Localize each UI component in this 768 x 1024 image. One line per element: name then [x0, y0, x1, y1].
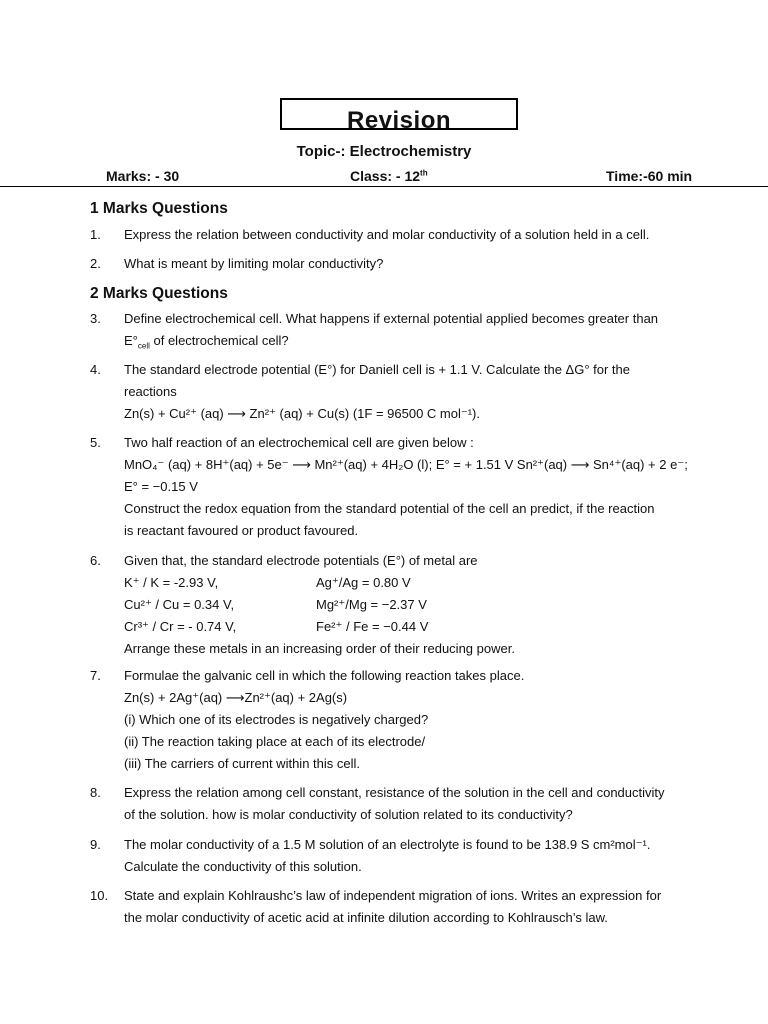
question-line-rest: of electrochemical cell? — [149, 333, 289, 348]
question-number: 5. — [90, 435, 101, 450]
question-line — [124, 330, 710, 352]
question-number: 4. — [90, 362, 101, 377]
sub-question: (ii) The reaction taking place at each of its electrode/ — [124, 734, 426, 749]
question-line: E° = −0.15 V — [124, 479, 198, 494]
potential-value: K⁺ / K = -2.93 V, — [124, 575, 219, 590]
question-number: 10. — [90, 888, 109, 903]
potential-value: Cu²⁺ / Cu = 0.34 V, — [124, 597, 235, 612]
question-9 — [90, 834, 710, 878]
question-number: 7. — [90, 668, 101, 683]
question-8 — [90, 782, 710, 826]
question-text: Express the relation between conductivity and molar conductivity of a solution held in a cell. — [124, 227, 650, 242]
question-text: What is meant by limiting molar conductivity? — [124, 256, 384, 271]
section-two-mark: 2 Marks Questions — [90, 285, 228, 302]
potential-value: Fe²⁺ / Fe = −0.44 V — [316, 619, 429, 634]
potential-row — [124, 572, 710, 594]
title-box — [280, 98, 518, 130]
half-reactions: MnO₄⁻ (aq) + 8H⁺(aq) + 5e⁻ ⟶ Mn²⁺(aq) + 4H₂O (l); E° = + 1.51 V Sn²⁺(aq) ⟶ Sn⁴⁺(aq) + 2 e⁻; — [124, 457, 688, 472]
question-7 — [90, 665, 710, 775]
question-4 — [90, 359, 710, 425]
question-line: Calculate the conductivity of this solution. — [124, 859, 362, 874]
class-label — [350, 168, 428, 184]
potential-row — [124, 616, 710, 638]
question-1 — [90, 224, 710, 246]
question-line: is reactant favoured or product favoured. — [124, 523, 359, 538]
e-symbol: E° — [124, 333, 138, 348]
question-number: 2. — [90, 256, 101, 271]
question-line: of the solution. how is molar conductivity of solution related to its conductivity? — [124, 807, 573, 822]
page-title: Revision — [346, 107, 452, 130]
potential-value: Cr³⁺ / Cr = - 0.74 V, — [124, 619, 237, 634]
question-6 — [90, 550, 710, 660]
potential-value: Ag⁺/Ag = 0.80 V — [316, 575, 411, 590]
question-number: 9. — [90, 837, 101, 852]
class-superscript: th — [420, 168, 428, 178]
topic-heading: Topic-: Electrochemistry — [296, 143, 472, 160]
potential-value: Mg²⁺/Mg = −2.37 V — [316, 597, 427, 612]
question-3 — [90, 308, 710, 352]
sub-question: (iii) The carriers of current within this cell. — [124, 756, 360, 771]
reaction-equation: Zn(s) + Cu²⁺ (aq) ⟶ Zn²⁺ (aq) + Cu(s) (1F = 96500 C mol⁻¹). — [124, 406, 480, 421]
question-number: 6. — [90, 553, 101, 568]
question-line: Given that, the standard electrode potentials (E°) of metal are — [124, 553, 478, 568]
sub-question: (i) Which one of its electrodes is negatively charged? — [124, 712, 429, 727]
question-line: reactions — [124, 384, 177, 399]
question-number: 8. — [90, 785, 101, 800]
question-line: Arrange these metals in an increasing order of their reducing power. — [124, 641, 515, 656]
question-number: 1. — [90, 227, 101, 242]
question-line: Two half reaction of an electrochemical cell are given below : — [124, 435, 474, 450]
question-line: State and explain Kohlraushc’s law of independent migration of ions. Writes an expression for — [124, 888, 662, 903]
question-line: Define electrochemical cell. What happens if external potential applied becomes greater than — [124, 311, 659, 326]
question-line: Formulae the galvanic cell in which the following reaction takes place. — [124, 668, 525, 683]
cell-subscript: cell — [137, 341, 150, 351]
section-one-mark: 1 Marks Questions — [90, 200, 228, 217]
question-line: Express the relation among cell constant, resistance of the solution in the cell and conductivity — [124, 785, 665, 800]
reaction-equation: Zn(s) + 2Ag⁺(aq) ⟶Zn²⁺(aq) + 2Ag(s) — [124, 690, 348, 705]
time-label: Time:-60 min — [606, 168, 693, 184]
question-line: The standard electrode potential (E°) for Daniell cell is + 1.1 V. Calculate the ΔG° for the — [124, 362, 631, 377]
potential-row — [124, 594, 710, 616]
marks-label: Marks: - 30 — [106, 168, 180, 184]
question-5 — [90, 432, 710, 542]
header-divider — [0, 186, 768, 187]
class-text: Class: - 12 — [350, 168, 421, 184]
question-line: Construct the redox equation from the standard potential of the cell an predict, if the reaction — [124, 501, 655, 516]
question-10 — [90, 885, 710, 929]
question-line: the molar conductivity of acetic acid at infinite dilution according to Kohlrausch’s law. — [124, 910, 608, 925]
question-2 — [90, 253, 710, 275]
question-line: The molar conductivity of a 1.5 M solution of an electrolyte is found to be 138.9 S cm²mol⁻¹. — [124, 837, 651, 852]
question-number: 3. — [90, 311, 101, 326]
